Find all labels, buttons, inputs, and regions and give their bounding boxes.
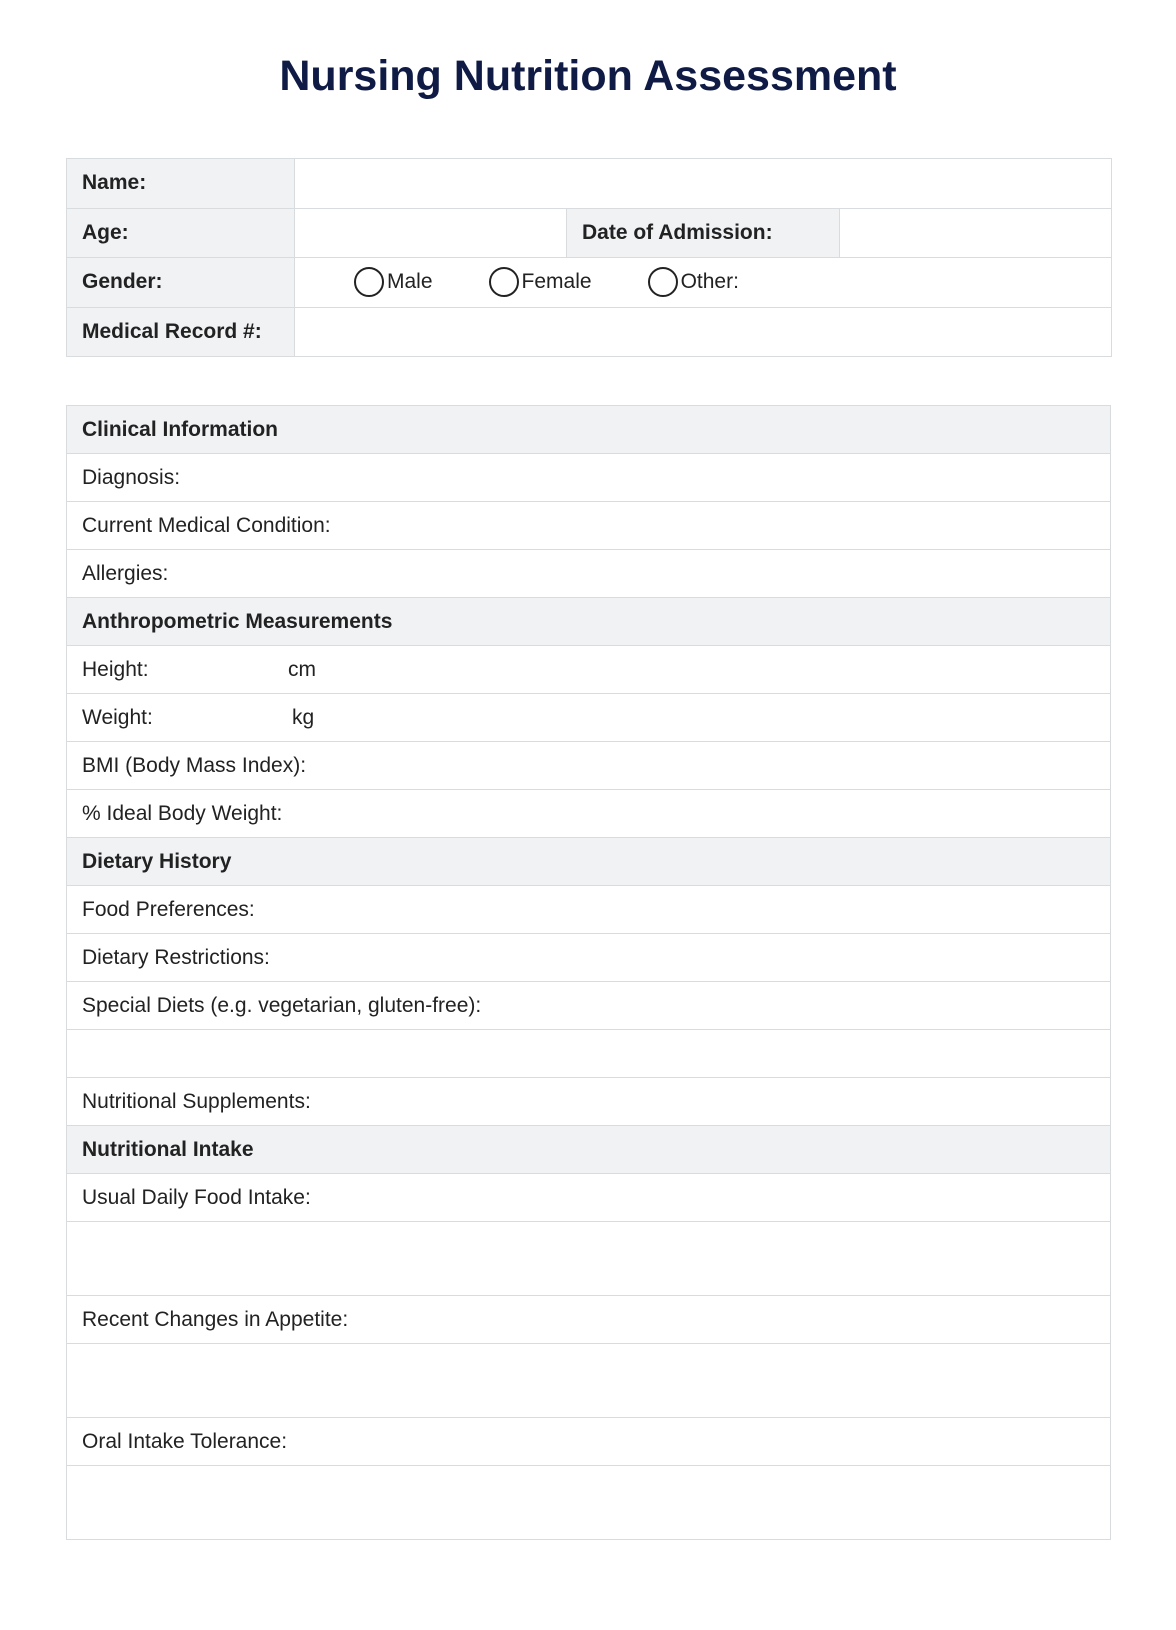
form-row-weight[interactable] <box>67 694 1111 742</box>
field-label: Weight: <box>82 705 153 729</box>
section-header-dietary <box>67 838 1111 886</box>
form-row-oral-tolerance-blank[interactable] <box>67 1466 1111 1540</box>
form-row-usual-intake-blank[interactable] <box>67 1222 1111 1296</box>
field-label: Diagnosis: <box>67 454 1111 502</box>
name-label: Name: <box>67 159 295 209</box>
field-label: Special Diets (e.g. vegetarian, gluten-free): <box>67 982 1111 1030</box>
form-row-ideal-body-weight[interactable] <box>67 790 1111 838</box>
field-label: BMI (Body Mass Index): <box>67 742 1111 790</box>
gender-options-cell <box>295 258 1112 308</box>
name-field[interactable] <box>295 159 1112 209</box>
form-row-appetite-changes[interactable] <box>67 1296 1111 1344</box>
form-row-food-preferences[interactable] <box>67 886 1111 934</box>
unit-label: kg <box>292 705 315 729</box>
form-row-current-condition[interactable] <box>67 502 1111 550</box>
form-row-special-diets[interactable] <box>67 982 1111 1030</box>
radio-circle-icon[interactable] <box>354 267 384 297</box>
section-heading: Clinical Information <box>67 406 1111 454</box>
section-header-clinical <box>67 406 1111 454</box>
gender-row <box>67 258 1112 308</box>
gender-option-female[interactable] <box>489 267 592 297</box>
blank-field[interactable] <box>67 1030 1111 1078</box>
field-label: % Ideal Body Weight: <box>67 790 1111 838</box>
weight-cell[interactable] <box>67 694 1111 742</box>
blank-field[interactable] <box>67 1222 1111 1296</box>
gender-option-other[interactable] <box>648 267 739 297</box>
field-label: Nutritional Supplements: <box>67 1078 1111 1126</box>
assessment-table <box>66 405 1111 1540</box>
admission-date-label: Date of Admission: <box>567 208 840 258</box>
section-header-intake <box>67 1126 1111 1174</box>
height-cell[interactable] <box>67 646 1111 694</box>
page-title: Nursing Nutrition Assessment <box>279 52 897 100</box>
blank-field[interactable] <box>67 1466 1111 1540</box>
form-row-allergies[interactable] <box>67 550 1111 598</box>
field-label: Current Medical Condition: <box>67 502 1111 550</box>
section-header-anthropometric <box>67 598 1111 646</box>
gender-option-label: Female <box>521 270 592 294</box>
name-row <box>67 159 1112 209</box>
gender-label: Gender: <box>67 258 295 308</box>
age-label: Age: <box>67 208 295 258</box>
gender-option-label: Male <box>387 270 433 294</box>
form-row-usual-intake[interactable] <box>67 1174 1111 1222</box>
patient-info-table <box>66 158 1112 357</box>
form-row-height[interactable] <box>67 646 1111 694</box>
form-row-bmi[interactable] <box>67 742 1111 790</box>
age-row <box>67 208 1112 258</box>
medical-record-field[interactable] <box>295 307 1112 357</box>
gender-option-male[interactable] <box>354 267 433 297</box>
field-label: Oral Intake Tolerance: <box>67 1418 1111 1466</box>
field-label: Food Preferences: <box>67 886 1111 934</box>
age-field[interactable] <box>295 208 567 258</box>
form-row-oral-tolerance[interactable] <box>67 1418 1111 1466</box>
medical-record-row <box>67 307 1112 357</box>
field-label: Recent Changes in Appetite: <box>67 1296 1111 1344</box>
field-label: Allergies: <box>67 550 1111 598</box>
medical-record-label: Medical Record #: <box>67 307 295 357</box>
blank-field[interactable] <box>67 1344 1111 1418</box>
form-row-dietary-restrictions[interactable] <box>67 934 1111 982</box>
field-label: Usual Daily Food Intake: <box>67 1174 1111 1222</box>
form-row-appetite-blank[interactable] <box>67 1344 1111 1418</box>
field-label: Height: <box>82 657 149 681</box>
section-heading: Dietary History <box>67 838 1111 886</box>
gender-options <box>310 267 1111 297</box>
admission-date-field[interactable] <box>840 208 1112 258</box>
section-heading: Anthropometric Measurements <box>67 598 1111 646</box>
gender-option-label: Other: <box>680 270 739 294</box>
form-row-diagnosis[interactable] <box>67 454 1111 502</box>
form-row-supplements[interactable] <box>67 1078 1111 1126</box>
radio-circle-icon[interactable] <box>489 267 519 297</box>
radio-circle-icon[interactable] <box>648 267 678 297</box>
field-label: Dietary Restrictions: <box>67 934 1111 982</box>
form-row-special-diets-blank[interactable] <box>67 1030 1111 1078</box>
section-heading: Nutritional Intake <box>67 1126 1111 1174</box>
unit-label: cm <box>288 657 316 681</box>
